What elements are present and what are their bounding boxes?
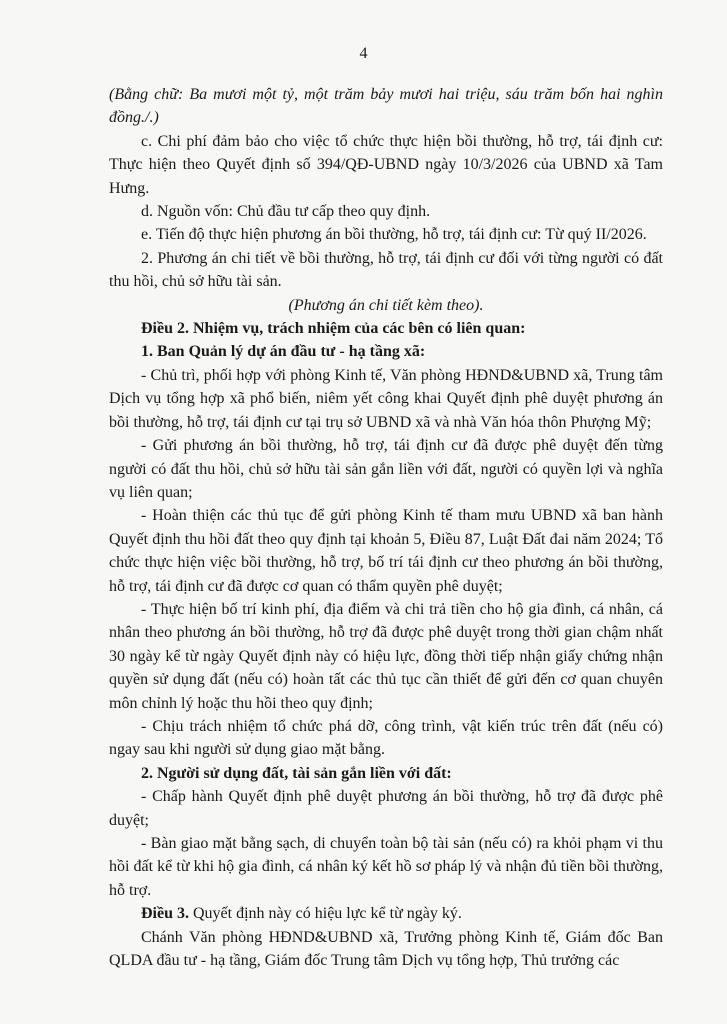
paragraph: - Chủ trì, phối hợp với phòng Kinh tế, Văn phòng HĐND&UBND xã, Trung tâm Dịch vụ tổng hợp xã phổ biến, niêm yết công khai Quyết định phê duyệt phương án bồi thường, hỗ trợ, tái định cư tại trụ sở UBND xã và nhà Văn hóa thôn Phượng Mỹ; [109,366,663,431]
paragraph: Chánh Văn phòng HĐND&UBND xã, Trưởng phòng Kinh tế, Giám đốc Ban QLDA đầu tư - hạ tầng, Giám đốc Trung tâm Dịch vụ tổng hợp, Thủ trưởng các [109,928,663,970]
paragraph: d. Nguồn vốn: Chủ đầu tư cấp theo quy định. [141,203,431,221]
paragraph: 1. Ban Quản lý dự án đầu tư - hạ tầng xã: [141,343,426,361]
paragraph: - Chịu trách nhiệm tổ chức phá dỡ, công trình, vật kiến trúc trên đất (nếu có) ngay sau khi người sử dụng giao mặt bằng. [109,717,663,759]
page-number: 4 [359,45,368,62]
paragraph: 2. Người sử dụng đất, tài sản gắn liền với đất: [141,764,452,782]
paragraph: - Hoàn thiện các thủ tục để gửi phòng Kinh tế tham mưu UBND xã ban hành Quyết định thu hồi đất theo quy định tại khoản 5, Điều 87, Luật Đất đai năm 2024; Tổ chức thực hiện việc bồi thường, hỗ trợ, bố trí tái định cư theo phương án bồi thường, hỗ trợ, tái định cư đã được cơ quan có thẩm quyền phê duyệt; [109,507,663,595]
paragraph: - Bàn giao mặt bằng sạch, di chuyển toàn bộ tài sản (nếu có) ra khỏi phạm vi thu hồi đất kể từ khi hộ gia đình, cá nhân ký kết hồ sơ pháp lý và nhận đủ tiền bồi thường, hỗ trợ. [109,835,663,899]
document-body [109,83,663,972]
paragraph: - Chấp hành Quyết định phê duyệt phương án bồi thường, hỗ trợ đã được phê duyệt; [109,788,663,829]
article-heading: Điều 3. [141,905,189,923]
paragraph: c. Chi phí đảm bảo cho việc tổ chức thực hiện bồi thường, hỗ trợ, tái định cư: Thực hiện theo Quyết định số 394/QĐ-UBND ngày 10/3/2026 của UBND xã Tam Hưng. [109,132,663,197]
paragraph: (Phương án chi tiết kèm theo). [288,296,484,314]
paragraph: Điều 2. Nhiệm vụ, trách nhiệm của các bên có liên quan: [141,320,526,338]
paragraph: (Bằng chữ: Ba mươi một tỷ, một trăm bảy mươi hai triệu, sáu trăm bốn hai nghìn đồng./.) [109,86,663,127]
paragraph: Điều 3. Quyết định này có hiệu lực kể từ ngày ký. [141,905,462,923]
paragraph: - Thực hiện bố trí kinh phí, địa điểm và chi trả tiền cho hộ gia đình, cá nhân, cá nhân theo phương án bồi thường, hỗ trợ đã được phê duyệt trong thời gian chậm nhất 30 ngày kể từ ngày Quyết định này có hiệu lực, đồng thời tiếp nhận giấy chứng nhận quyền sử dụng đất (nếu có) hoàn tất các thủ tục cần thiết để gửi đến cơ quan chuyên môn chỉnh lý hoặc thu hồi theo quy định; [109,600,663,712]
paragraph: - Gửi phương án bồi thường, hỗ trợ, tái định cư đã được phê duyệt đến từng người có đất thu hồi, chủ sở hữu tài sản gắn liền với đất, người có quyền lợi và nghĩa vụ liên quan; [109,437,663,501]
paragraph: e. Tiến độ thực hiện phương án bồi thường, hỗ trợ, tái định cư: Từ quý II/2026. [141,226,647,244]
paragraph: 2. Phương án chi tiết về bồi thường, hỗ trợ, tái định cư đối với từng người có đất thu hồi, chủ sở hữu tài sản. [109,249,663,291]
